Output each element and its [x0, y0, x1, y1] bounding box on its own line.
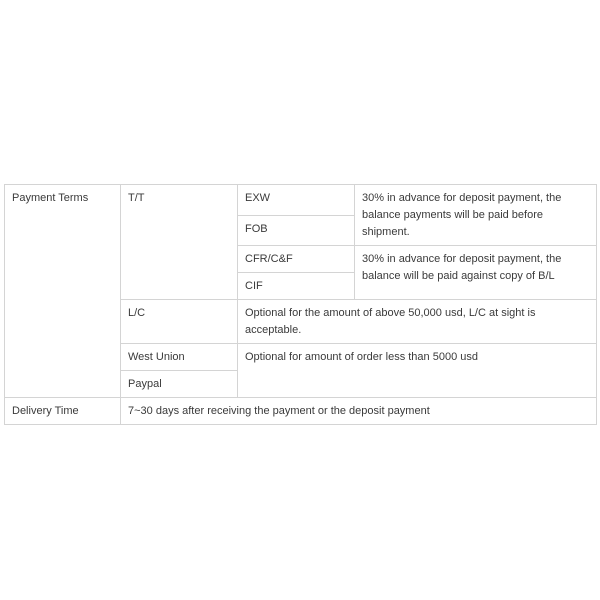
exw-fob-description: 30% in advance for deposit payment, the balance payments will be paid before shipment.	[355, 185, 597, 246]
west-union-method-cell: West Union	[121, 344, 238, 371]
term-fob: FOB	[238, 215, 355, 246]
tt-method-cell: T/T	[121, 185, 238, 300]
lc-method-cell: L/C	[121, 300, 238, 344]
lc-description: Optional for the amount of above 50,000 usd, L/C at sight is acceptable.	[238, 300, 597, 344]
term-cif: CIF	[238, 273, 355, 300]
term-exw: EXW	[238, 185, 355, 216]
table-row	[5, 398, 597, 425]
cfr-cif-description: 30% in advance for deposit payment, the balance will be paid against copy of B/L	[355, 246, 597, 300]
table-row	[5, 185, 597, 216]
delivery-time-description: 7~30 days after receiving the payment or the deposit payment	[121, 398, 597, 425]
term-cfr: CFR/C&F	[238, 246, 355, 273]
paypal-method-cell: Paypal	[121, 371, 238, 398]
payment-delivery-table	[4, 184, 597, 425]
west-union-description: Optional for amount of order less than 5000 usd	[238, 344, 597, 398]
delivery-time-label: Delivery Time	[5, 398, 121, 425]
payment-terms-label: Payment Terms	[5, 185, 121, 398]
